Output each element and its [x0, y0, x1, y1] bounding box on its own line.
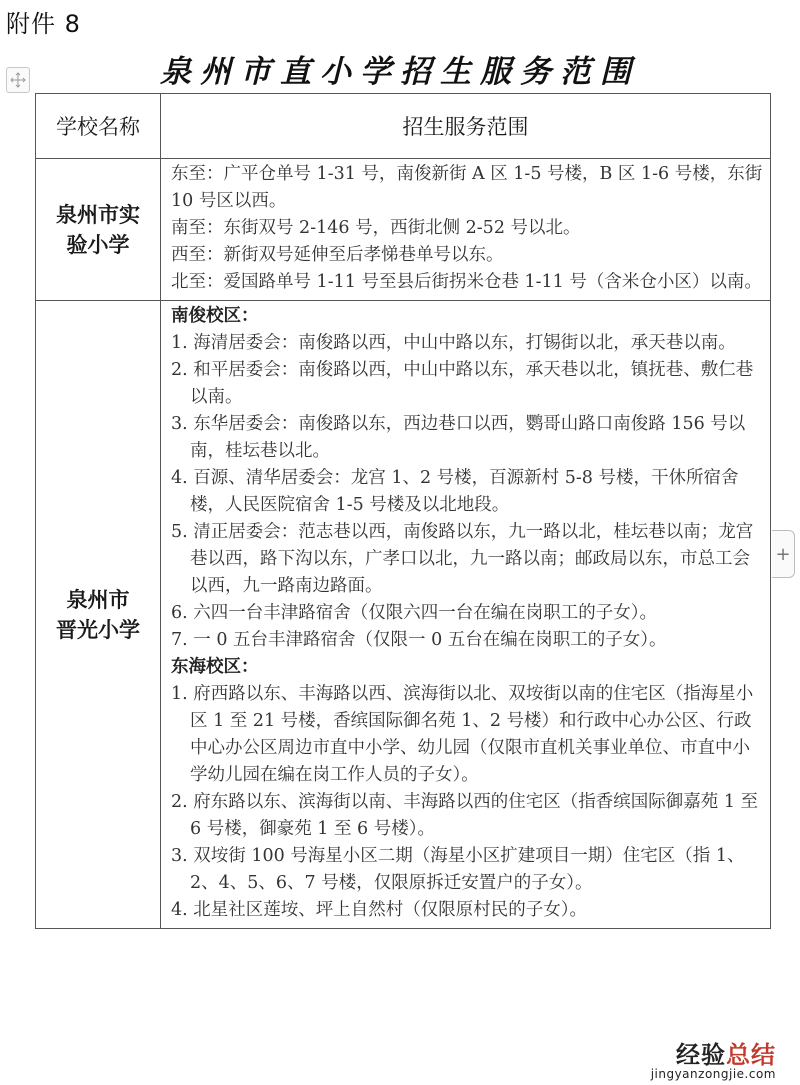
boundary-east: 东至：广平仓单号 1-31 号，南俊新街 A 区 1-5 号楼，B 区 1-6 号楼，东街 10 号区以西。	[171, 164, 763, 211]
boundary-west: 西至：新街双号延伸至后孝悌巷单号以东。	[171, 245, 504, 265]
campus-heading: 东海校区：	[171, 657, 259, 677]
watermark-text-dark: 经验	[676, 1041, 726, 1069]
watermark-text-red: 总结	[726, 1041, 776, 1069]
plus-icon: +	[775, 543, 791, 565]
add-column-button[interactable]	[772, 530, 795, 578]
list-item: 1. 府西路以东、丰海路以西、滨海街以北、双垵街以南的住宅区（指海星小区 1 至 21 号楼，香缤国际御名苑 1、2 号楼）和行政中心办公区、行政中心办公区周边市直中小学、幼儿园（仅限市直机关事业单位、市直中小学幼儿园在编在岗工作人员的子女）。	[171, 684, 754, 785]
list-item: 2. 府东路以东、滨海街以南、丰海路以西的住宅区（指香缤国际御嘉苑 1 至 6 号楼，御豪苑 1 至 6 号楼）。	[171, 792, 759, 839]
list-item: 3. 东华居委会：南俊路以东，西边巷口以西，鹦哥山路口南俊路 156 号以南，桂坛巷以北。	[171, 414, 746, 461]
campus-heading: 南俊校区：	[171, 306, 259, 326]
school-name-line: 泉州市实	[56, 201, 140, 227]
header-scope: 招生服务范围	[161, 94, 771, 159]
school-name-line: 泉州市	[66, 586, 130, 612]
watermark-url: jingyanzongjie.com	[650, 1067, 776, 1081]
list-item: 6. 六四一台丰津路宿舍（仅限六四一台在编在岗职工的子女）。	[171, 603, 658, 623]
header-row	[36, 94, 771, 159]
watermark-logo	[651, 1043, 776, 1067]
list-item: 2. 和平居委会：南俊路以西，中山中路以东，承天巷以北，镇抚巷、敷仁巷以南。	[171, 360, 754, 407]
scope-cell	[161, 301, 771, 929]
school-name-cell	[36, 159, 161, 301]
watermark	[651, 1043, 776, 1081]
table-row	[36, 301, 771, 929]
header-school-name: 学校名称	[36, 94, 161, 159]
document-title: 泉州市直小学招生服务范围	[160, 54, 640, 90]
list-item: 4. 北星社区莲垵、坪上自然村（仅限原村民的子女）。	[171, 900, 588, 920]
boundary-south: 南至：东街双号 2-146 号，西街北侧 2-52 号以北。	[171, 218, 581, 238]
enrollment-scope-table	[35, 93, 771, 929]
list-item: 5. 清正居委会：范志巷以西，南俊路以东，九一路以北，桂坛巷以南；龙宫巷以西，路下沟以东，广孝口以北，九一路以南；邮政局以东，市总工会以西，九一路南边路面。	[171, 522, 754, 596]
school-name-line: 验小学	[66, 231, 130, 257]
list-item: 3. 双垵街 100 号海星小区二期（海星小区扩建项目一期）住宅区（指 1、2、4、5、6、7 号楼，仅限原拆迁安置户的子女）。	[171, 846, 745, 893]
attachment-label: 附件 8	[6, 10, 81, 38]
scope-cell	[161, 159, 771, 301]
list-item: 4. 百源、清华居委会：龙宫 1、2 号楼，百源新村 5-8 号楼，干休所宿舍楼，人民医院宿舍 1-5 号楼及以北地段。	[171, 468, 739, 515]
school-name-cell	[36, 301, 161, 929]
school-name-line: 晋光小学	[56, 616, 140, 642]
list-item: 1. 海清居委会：南俊路以西，中山中路以东，打锡街以北，承天巷以南。	[171, 333, 736, 353]
list-item: 7. 一 0 五台丰津路宿舍（仅限一 0 五台在编在岗职工的子女）。	[171, 630, 667, 650]
boundary-north: 北至：爱国路单号 1-11 号至县后街拐米仓巷 1-11 号（含米仓小区）以南。	[171, 272, 762, 292]
table-row	[36, 159, 771, 301]
